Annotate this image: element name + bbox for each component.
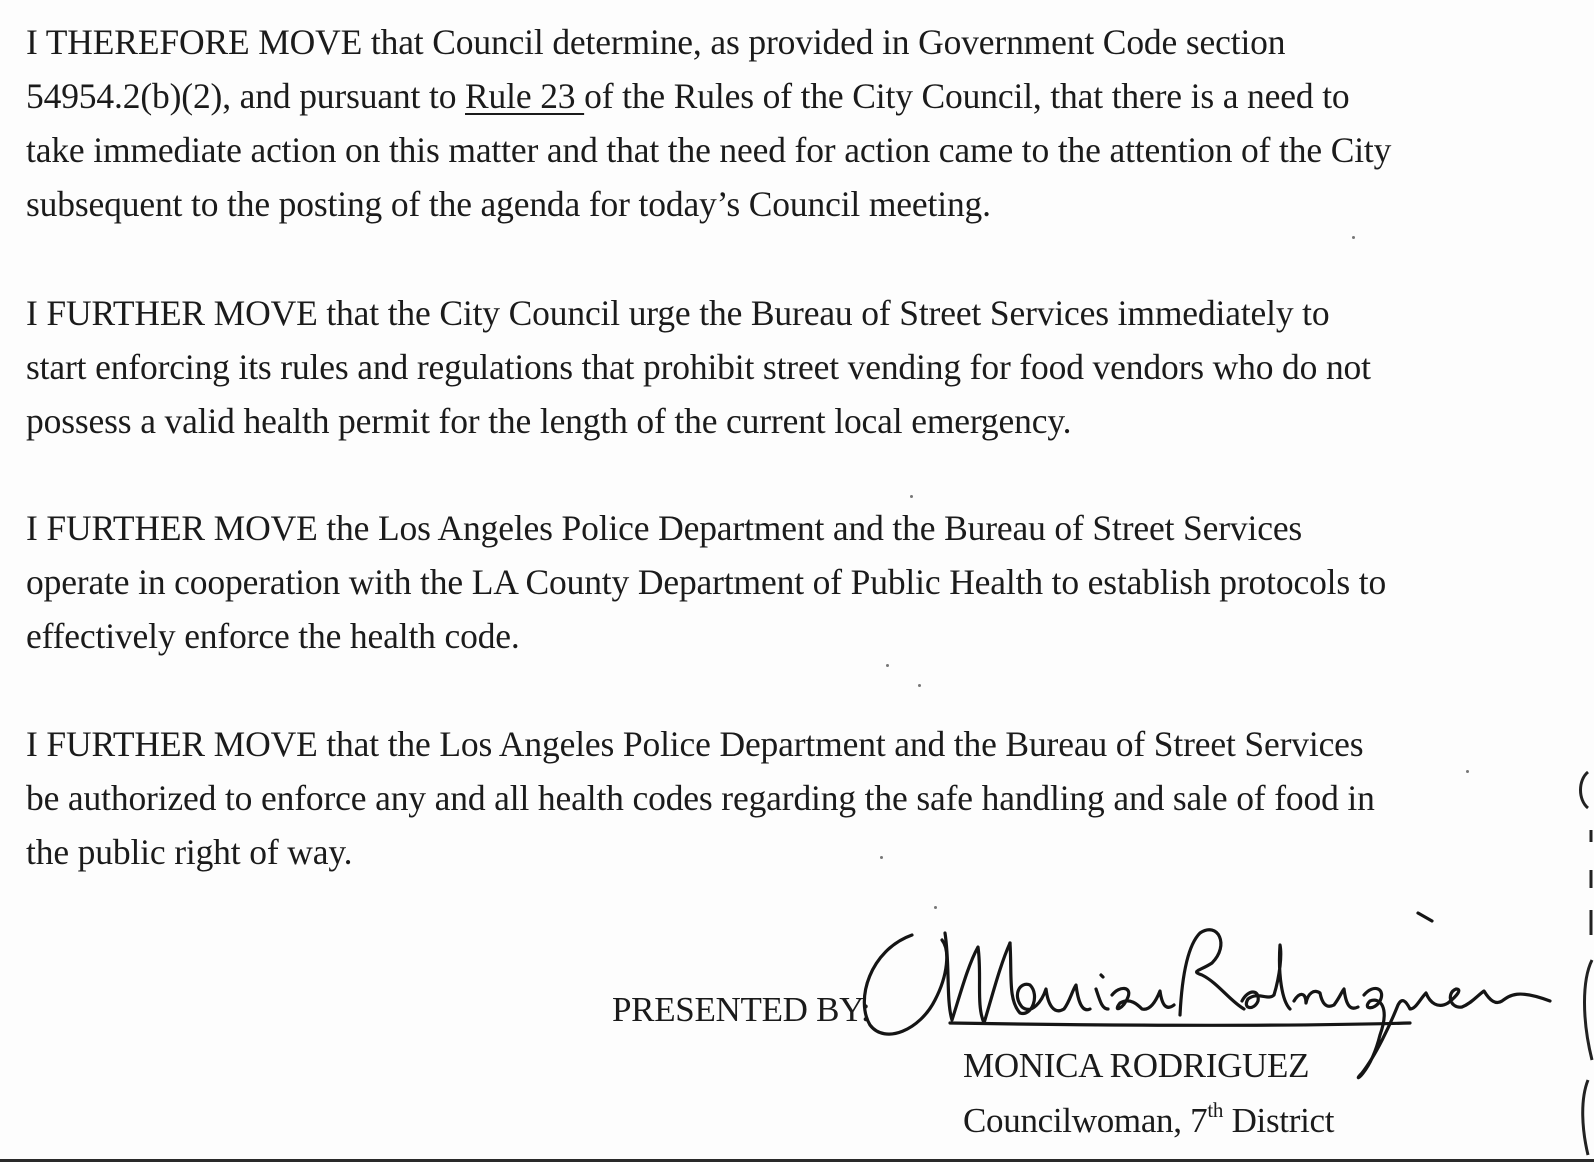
paragraph-line: start enforcing its rules and regulations that prohibit street vending for food vendors who do not — [26, 347, 1371, 387]
scan-speck — [1466, 770, 1469, 773]
scan-speck — [918, 684, 921, 687]
paragraph-line: possess a valid health permit for the length of the current local emergency. — [26, 401, 1072, 441]
motion-paragraph-authorization — [26, 717, 1566, 879]
paragraph-line: effectively enforce the health code. — [26, 616, 520, 656]
paragraph-line: subsequent to the posting of the agenda for today’s Council meeting. — [26, 184, 991, 224]
signatory-title-text: Councilwoman, 7 — [963, 1101, 1208, 1140]
paragraph-line: I FURTHER MOVE that the City Council urge the Bureau of Street Services immediately to — [26, 293, 1330, 333]
motion-paragraph-therefore — [26, 15, 1566, 231]
signatory-name: MONICA RODRIGUEZ — [963, 1046, 1310, 1085]
paragraph-text: of the Rules of the City Council, that there is a need to — [584, 76, 1350, 116]
paragraph-line: be authorized to enforce any and all health codes regarding the safe handling and sale of food in — [26, 778, 1375, 818]
rule-23-reference: Rule 23 — [465, 76, 585, 116]
binding-edge-mark — [1564, 760, 1594, 1160]
scan-speck — [934, 906, 937, 909]
paragraph-line: I FURTHER MOVE the Los Angeles Police Department and the Bureau of Street Services — [26, 508, 1303, 548]
scan-speck — [910, 495, 913, 498]
paragraph-line: I FURTHER MOVE that the Los Angeles Police Department and the Bureau of Street Services — [26, 724, 1364, 764]
scan-speck — [880, 856, 883, 859]
presented-by-label: PRESENTED BY: — [612, 990, 871, 1029]
paragraph-line: operate in cooperation with the LA County Department of Public Health to establish protocols to — [26, 562, 1387, 602]
paragraph-line: take immediate action on this matter and that the need for action came to the attention of the City — [26, 130, 1392, 170]
paragraph-line: the public right of way. — [26, 832, 353, 872]
paragraph-text: 54954.2(b)(2), and pursuant to — [26, 76, 466, 116]
scan-speck — [1352, 236, 1355, 239]
motion-paragraph-enforcement — [26, 286, 1566, 448]
motion-paragraph-cooperation — [26, 501, 1566, 663]
paragraph-line — [26, 69, 1566, 123]
paragraph-line: I THEREFORE MOVE that Council determine, as provided in Government Code section — [26, 22, 1286, 62]
signatory-title-district: District — [1223, 1101, 1335, 1140]
scan-speck — [886, 664, 889, 667]
ordinal-suffix: th — [1207, 1098, 1224, 1122]
signatory-title — [963, 1098, 1334, 1141]
